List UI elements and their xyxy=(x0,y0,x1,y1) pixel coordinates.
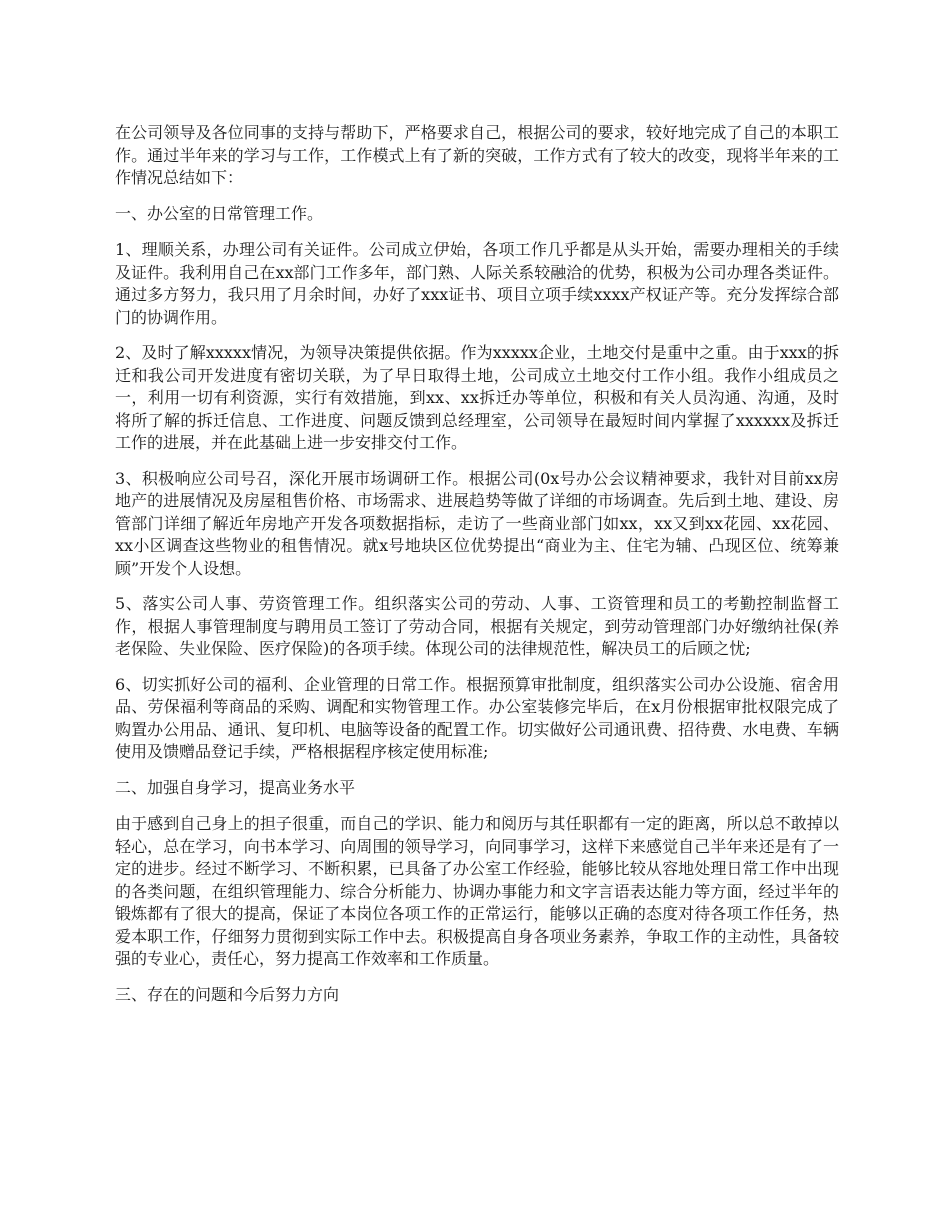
section-heading-self-study: 二、加强自身学习，提高业务水平 xyxy=(115,777,356,797)
paragraph-self-study: 由于感到自己身上的担子很重，而自己的学识、能力和阅历与其任职都有一定的距离，所以总不敢掉以轻心，总在学习，向书本学习、向周围的领导学习，向同事学习，这样下来感觉自己半年来还是有了一定的进步。经过不断学习、不断积累，已具备了办公室工作经验，能够比较从容地处理日常工作中出现的各类问题，在组织管理能力、综合分析能力、协调办事能力和文字言语表达能力等方面，经过半年的锻炼都有了很大的提高，保证了本岗位各项工作的正常运行，能够以正确的态度对待各项工作任务，热爱本职工作，仔细努力贯彻到实际工作中去。积极提高自身各项业务素养，争取工作的主动性，具备较强的专业心，责任心，努力提高工作效率和工作质量。 xyxy=(115,814,839,968)
paragraph-item-6: 6、切实抓好公司的福利、企业管理的日常工作。根据预算审批制度，组织落实公司办公设施、宿舍用品、劳保福利等商品的采购、调配和实物管理工作。办公室装修完毕后，在x月份根据审批权限完成了购置办公用品、通讯、复印机、电脑等设备的配置工作。切实做好公司通讯费、招待费、水电费、车辆使用及馈赠品登记手续，严格根据程序核定使用标准; xyxy=(115,674,839,761)
paragraph-item-5: 5、落实公司人事、劳资管理工作。组织落实公司的劳动、人事、工资管理和员工的考勤控制监督工作，根据人事管理制度与聘用员工签订了劳动合同，根据有关规定，到劳动管理部门办好缴纳社保(养老保险、失业保险、医疗保险)的各项手续。体现公司的法律规范性，解决员工的后顾之忧; xyxy=(115,594,839,658)
document-page xyxy=(115,122,839,1020)
paragraph-item-1: 1、理顺关系，办理公司有关证件。公司成立伊始，各项工作几乎都是从头开始，需要办理相关的手续及证件。我利用自己在xx部门工作多年，部门熟、人际关系较融洽的优势，积极为公司办理各类证件。通过多方努力，我只用了月余时间，办好了xxx证书、项目立项手续xxxx产权证产等。充分发挥综合部门的协调作用。 xyxy=(115,240,839,327)
section-heading-office-management: 一、办公室的日常管理工作。 xyxy=(115,203,324,223)
paragraph-item-2: 2、及时了解xxxxx情况，为领导决策提供依据。作为xxxxx企业，土地交付是重中之重。由于xxx的拆迁和我公司开发进度有密切关联，为了早日取得土地，公司成立土地交付工作小组。我作小组成员之一，利用一切有利资源，实行有效措施，到xx、xx拆迁办等单位，积极和有关人员沟通、沟通，及时将所了解的拆迁信息、工作进度、问题反馈到总经理室，公司领导在最短时间内掌握了xxxxxx及拆迁工作的进展，并在此基础上进一步安排交付工作。 xyxy=(115,343,839,452)
paragraph-item-3: 3、积极响应公司号召，深化开展市场调研工作。根据公司(0x号办公会议精神要求，我针对目前xx房地产的进展情况及房屋租售价格、市场需求、进展趋势等做了详细的市场调查。先后到土地、建设、房管部门详细了解近年房地产开发各项数据指标，走访了一些商业部门如xx，xx又到xx花园、xx花园、xx小区调查这些物业的租售情况。就x号地块区位优势提出“商业为主、住宅为辅、凸现区位、统筹兼顾”开发个人设想。 xyxy=(115,468,839,578)
section-heading-problems: 三、存在的问题和今后努力方向 xyxy=(115,984,340,1004)
intro-paragraph: 在公司领导及各位同事的支持与帮助下，严格要求自己，根据公司的要求，较好地完成了自己的本职工作。通过半年来的学习与工作，工作模式上有了新的突破，工作方式有了较大的改变，现将半年来的工作情况总结如下： xyxy=(115,123,839,187)
